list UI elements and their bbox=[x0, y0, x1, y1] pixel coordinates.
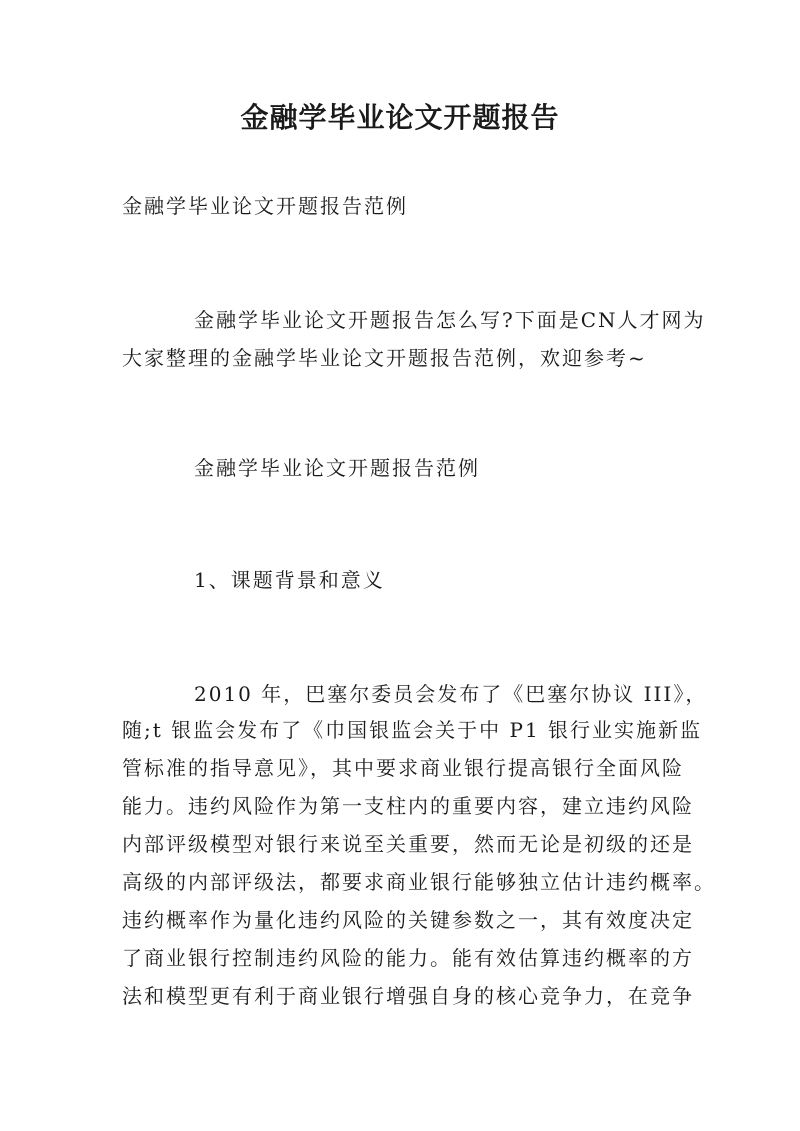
intro-line-2: 大家整理的金融学毕业论文开题报告范例，欢迎参考~ bbox=[122, 346, 647, 370]
paragraph-line-3: 管标准的指导意见》，其中要求商业银行提高银行全面风险 bbox=[122, 756, 684, 780]
intro-line-1: 金融学毕业论文开题报告怎么写?下面是CN人才网为 bbox=[194, 308, 706, 332]
paragraph-line-8: 了商业银行控制违约风险的能力。能有效估算违约概率的方 bbox=[122, 946, 694, 970]
paragraph-line-1: 2010 年，巴塞尔委员会发布了《巴塞尔协议 III》， bbox=[194, 682, 708, 706]
section-heading-background: 1、课题背景和意义 bbox=[194, 568, 385, 592]
paragraph-line-9: 法和模型更有利于商业银行增强自身的核心竞争力，在竞争 bbox=[122, 984, 694, 1008]
paragraph-line-2: 随;t 银监会发布了《巾国银监会关于中 P1 银行业实施新监 bbox=[122, 718, 703, 742]
paragraph-line-7: 违约概率作为量化违约风险的关键参数之一，其有效度决定 bbox=[122, 908, 694, 932]
paragraph-line-4: 能力。违约风险作为第一支柱内的重要内容，建立违约风险 bbox=[122, 794, 694, 818]
section-heading-example: 金融学毕业论文开题报告范例 bbox=[194, 456, 480, 480]
document-subtitle: 金融学毕业论文开题报告范例 bbox=[122, 194, 408, 218]
paragraph-line-5: 内部评级模型对银行来说至关重要，然而无论是初级的还是 bbox=[122, 832, 694, 856]
paragraph-line-6: 高级的内部评级法，都要求商业银行能够独立估计违约概率。 bbox=[122, 870, 716, 894]
document-title: 金融学毕业论文开题报告 bbox=[240, 101, 560, 134]
